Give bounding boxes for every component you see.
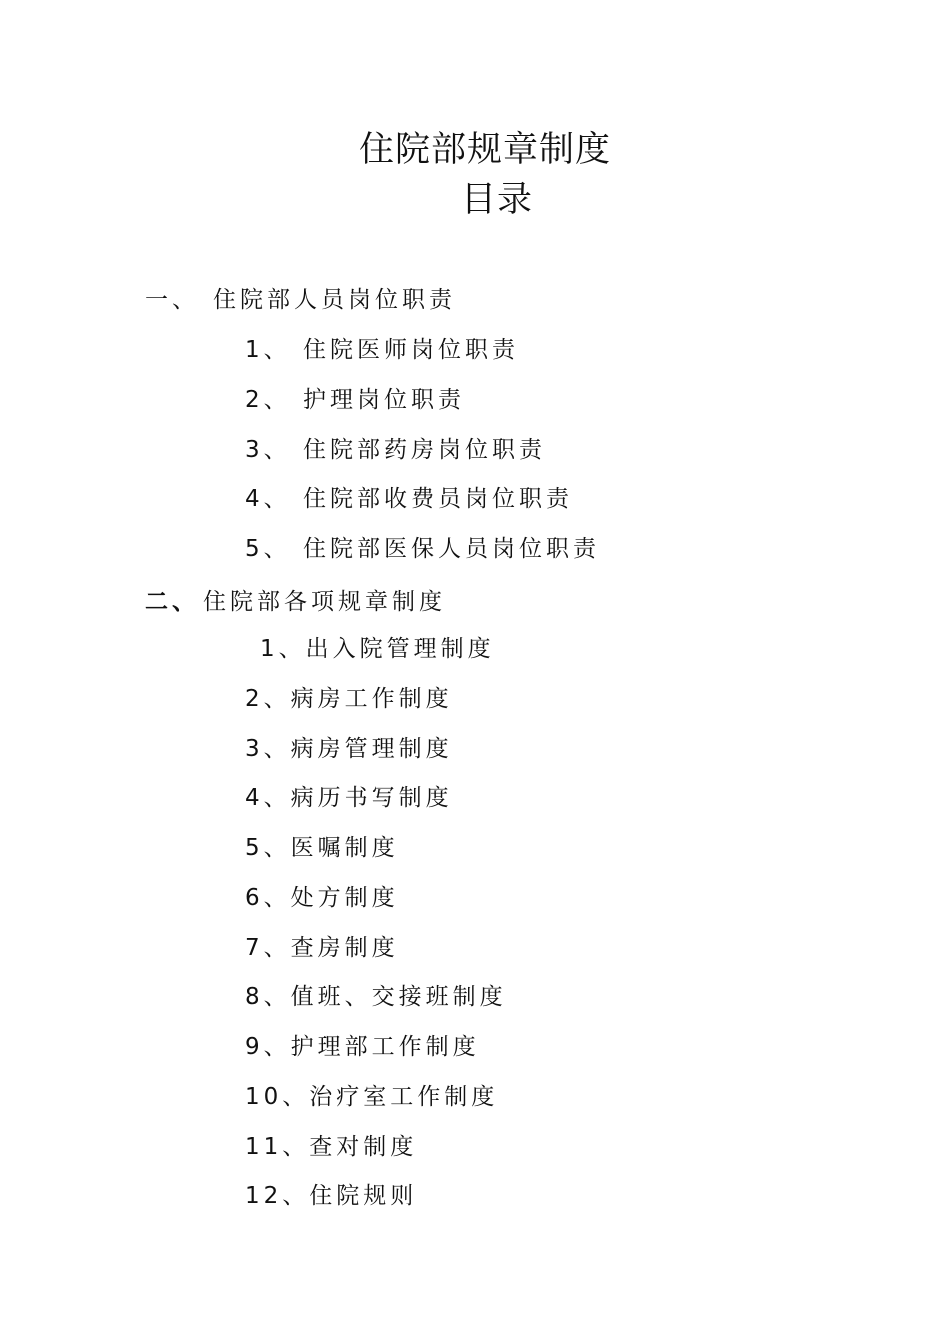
toc-item-label: 护理岗位职责: [303, 387, 465, 413]
toc-item-number: 2、: [245, 686, 291, 712]
toc-item: [245, 336, 519, 364]
toc-item: [245, 884, 399, 912]
toc-item-number: 8、: [245, 984, 291, 1010]
toc-section-2: [145, 588, 446, 616]
toc-item: [260, 635, 495, 663]
toc-item-label: 病房管理制度: [290, 736, 453, 762]
toc-item-number: 11、: [245, 1134, 310, 1160]
toc-item-label: 值班、交接班制度: [290, 984, 507, 1010]
toc-item-label: 病历书写制度: [290, 785, 453, 811]
toc-item-number: 1、: [245, 337, 291, 363]
toc-item-label: 查房制度: [290, 935, 399, 961]
toc-item-number: 3、: [245, 437, 291, 463]
toc-item-label: 住院部收费员岗位职责: [303, 486, 573, 512]
toc-item: [245, 485, 573, 513]
toc-item-number: 7、: [245, 935, 291, 961]
toc-item-label: 住院部医保人员岗位职责: [303, 536, 600, 562]
toc-item-label: 病房工作制度: [290, 686, 453, 712]
document-title: 住院部规章制度: [358, 130, 611, 170]
toc-item-number: 10、: [245, 1084, 310, 1110]
toc-item-number: 5、: [245, 835, 291, 861]
toc-item-label: 住院医师岗位职责: [303, 337, 519, 363]
toc-section-1: [145, 286, 456, 314]
toc-item: [245, 1033, 480, 1061]
toc-section-number: 二、: [145, 589, 199, 615]
toc-item-label: 护理部工作制度: [290, 1034, 480, 1060]
toc-item: [245, 834, 399, 862]
toc-item-label: 医嘱制度: [290, 835, 399, 861]
toc-item: [245, 784, 453, 812]
toc-item: [245, 934, 399, 962]
toc-item-number: 2、: [245, 387, 291, 413]
toc-item: [245, 436, 546, 464]
toc-item: [245, 685, 453, 713]
toc-item-label: 住院部药房岗位职责: [303, 437, 546, 463]
toc-item-label: 出入院管理制度: [305, 636, 495, 662]
toc-item: [245, 386, 465, 414]
toc-item-number: 1、: [260, 636, 306, 662]
toc-item-number: 12、: [245, 1183, 310, 1209]
toc-item-label: 处方制度: [290, 885, 399, 911]
toc-section-label: 住院部各项规章制度: [203, 589, 446, 615]
toc-heading: 目录: [460, 180, 533, 220]
toc-item: [245, 535, 600, 563]
toc-item-number: 5、: [245, 536, 291, 562]
toc-item-label: 住院规则: [309, 1183, 418, 1209]
toc-section-number: 一、: [145, 287, 199, 313]
toc-item-number: 6、: [245, 885, 291, 911]
toc-item-number: 9、: [245, 1034, 291, 1060]
toc-item: [245, 1083, 498, 1111]
toc-item-label: 查对制度: [309, 1134, 418, 1160]
toc-item: [245, 1182, 417, 1210]
toc-item: [245, 735, 453, 763]
toc-item-number: 4、: [245, 486, 291, 512]
toc-item-number: 4、: [245, 785, 291, 811]
toc-item: [245, 983, 507, 1011]
toc-section-label: 住院部人员岗位职责: [213, 287, 456, 313]
toc-item-label: 治疗室工作制度: [309, 1084, 499, 1110]
toc-item-number: 3、: [245, 736, 291, 762]
toc-item: [245, 1133, 417, 1161]
